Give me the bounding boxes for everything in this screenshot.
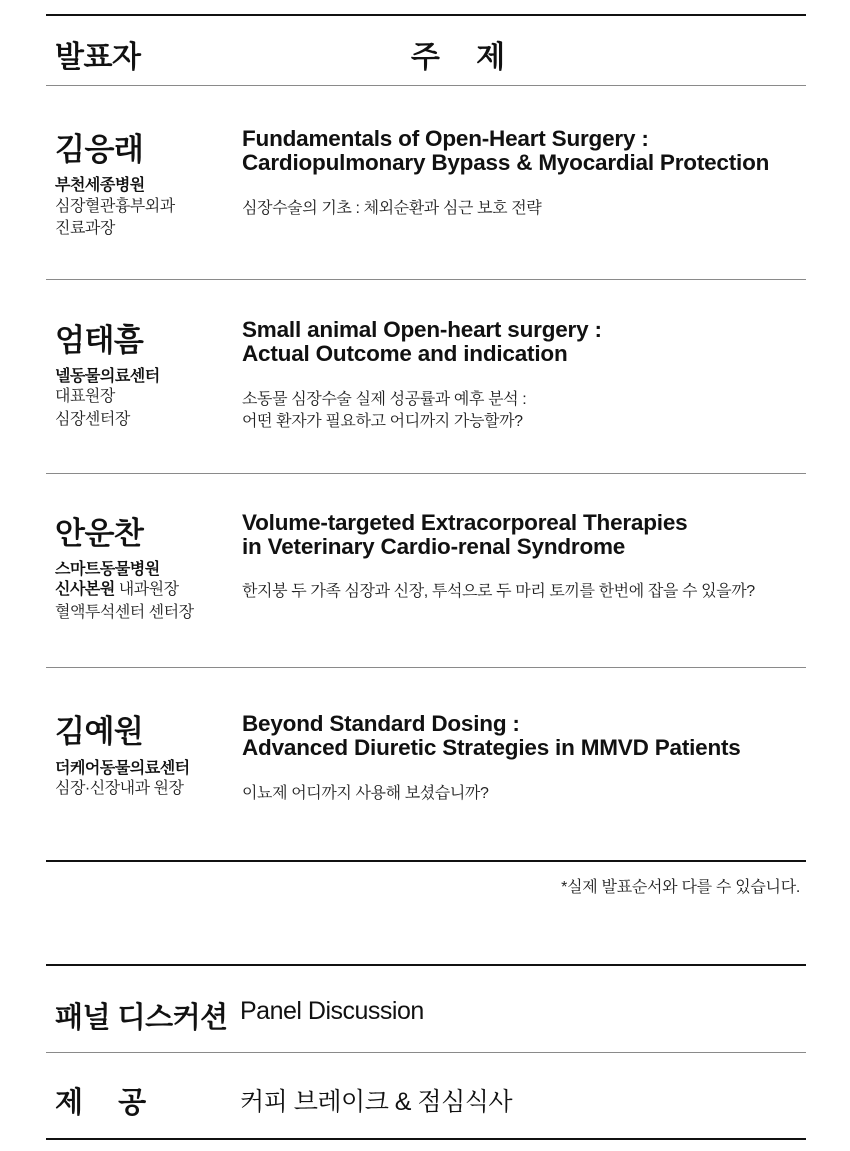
presenter-role: 심장센터장 <box>55 411 130 428</box>
panel-label: 패널 디스커션 <box>55 1002 228 1034</box>
topic-title-en: Cardiopulmonary Bypass & Myocardial Protection <box>242 150 770 175</box>
order-note: *실제 발표순서와 다를 수 있습니다. <box>561 879 800 896</box>
panel-text: Panel Discussion <box>240 997 424 1025</box>
topic-title-en: Small animal Open-heart surgery : <box>242 317 602 342</box>
session-divider <box>46 279 806 280</box>
topic-title-ko: 이뇨제 어디까지 사용해 보셨습니까? <box>242 785 489 802</box>
header-rule <box>46 85 806 86</box>
presenter-name: 엄태흠 <box>55 323 144 358</box>
presenter-role: 진료과장 <box>55 220 115 237</box>
topic-title-ko: 심장수술의 기초 : 체외순환과 심근 보호 전략 <box>242 200 542 217</box>
presenter-branch: 신사본원 <box>55 581 115 598</box>
section-rule <box>46 1052 806 1053</box>
presenter-hospital: 넬동물의료센터 <box>55 368 160 385</box>
presenter-hospital: 스마트동물병원 <box>55 561 160 578</box>
topic-title-en: Advanced Diuretic Strategies in MMVD Patients <box>242 735 741 760</box>
presenter-name: 김응래 <box>55 132 144 167</box>
topic-title-en: in Veterinary Cardio-renal Syndrome <box>242 534 626 559</box>
presenter-column-header: 발표자 <box>55 41 141 74</box>
topic-title-ko: 어떤 환자가 필요하고 어디까지 가능할까? <box>242 413 523 430</box>
presenter-name: 안운찬 <box>55 516 144 551</box>
topic-title-en: Actual Outcome and indication <box>242 341 568 366</box>
provided-label: 제 공 <box>55 1087 146 1119</box>
presenter-role: 대표원장 <box>55 388 115 405</box>
presenter-name: 김예원 <box>55 714 144 749</box>
presenter-role <box>55 579 179 600</box>
session-divider <box>46 667 806 668</box>
section-rule <box>46 964 806 966</box>
topic-title-ko: 한지붕 두 가족 심장과 신장, 투석으로 두 마리 토끼를 한번에 잡을 수 있을까? <box>242 583 755 600</box>
top-rule <box>46 14 806 16</box>
topic-title-en: Volume-targeted Extracorporeal Therapies <box>242 510 688 535</box>
presenter-hospital: 부천세종병원 <box>55 177 145 194</box>
presenter-hospital: 더케어동물의료센터 <box>55 760 190 777</box>
topic-title-en: Fundamentals of Open-Heart Surgery : <box>242 126 649 151</box>
session-divider <box>46 860 806 862</box>
topic-title-en: Beyond Standard Dosing : <box>242 711 520 736</box>
topic-column-header: 주 제 <box>410 41 520 74</box>
session-divider <box>46 473 806 474</box>
bottom-rule <box>46 1138 806 1140</box>
presenter-role: 심장·신장내과 원장 <box>55 780 184 797</box>
provided-text: 커피 브레이크 & 점심식사 <box>240 1088 513 1116</box>
presenter-role: 혈액투석센터 센터장 <box>55 604 194 621</box>
topic-title-ko: 소동물 심장수술 실제 성공률과 예후 분석 : <box>242 391 527 408</box>
presenter-role-text: 내과원장 <box>114 581 179 598</box>
presenter-role: 심장혈관흉부외과 <box>55 198 175 215</box>
